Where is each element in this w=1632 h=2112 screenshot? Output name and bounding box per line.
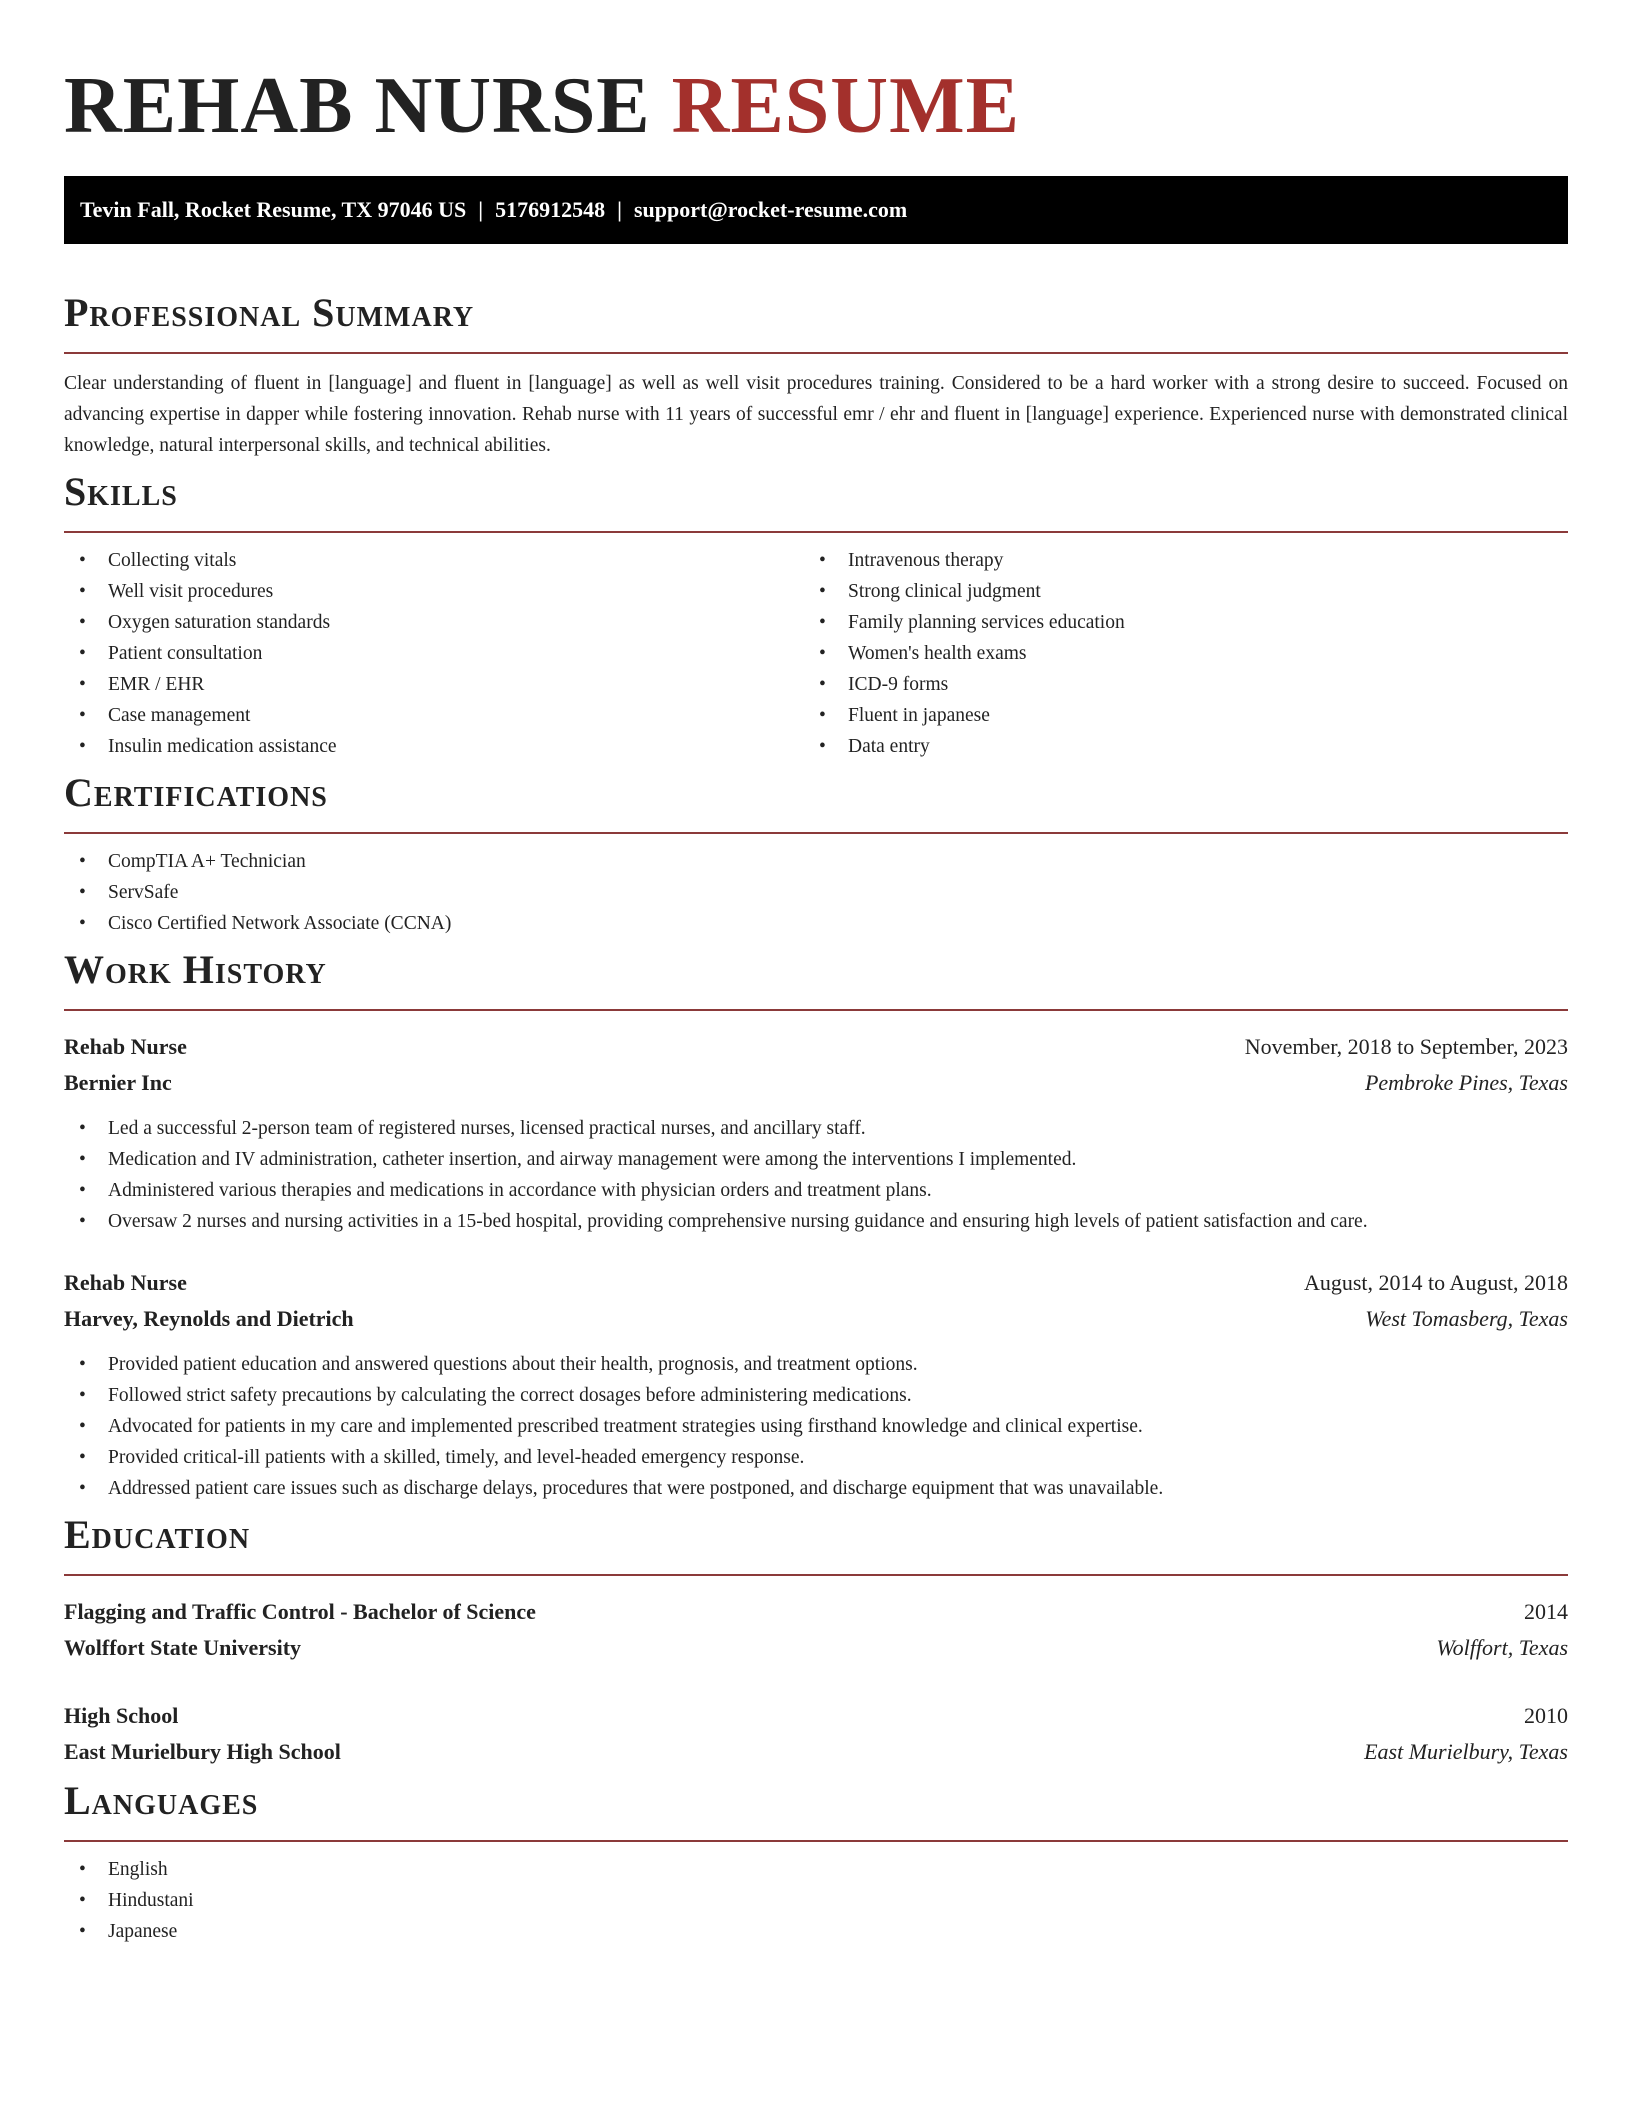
list-item-text: Well visit procedures <box>108 581 274 602</box>
skills-list-right <box>804 545 1544 762</box>
job-entry <box>64 1029 1568 1237</box>
list-item <box>64 1411 1568 1442</box>
job-company: Bernier Inc <box>64 1070 172 1095</box>
bullet-icon: • <box>79 1354 86 1375</box>
bullet-icon: • <box>819 705 826 726</box>
list-item <box>804 545 1544 576</box>
list-item <box>64 638 804 669</box>
list-item <box>804 638 1544 669</box>
bullet-icon: • <box>79 882 86 903</box>
summary-text: Clear understanding of fluent in [language] and fluent in [language] as well as well visit procedures training. Considered to be a hard worker with a strong desire to succeed. Focused on advancing expertise in dapper while fostering innovation. Rehab nurse with 11 years of successful emr / ehr and fluent in [language] experience. Experienced nurse with demonstrated clinical knowledge, natural interpersonal skills, and technical abilities. <box>64 373 1568 456</box>
list-item <box>804 669 1544 700</box>
bullet-icon: • <box>79 913 86 934</box>
education-location: East Murielbury, Texas <box>1364 1739 1568 1764</box>
list-item-text: Cisco Certified Network Associate (CCNA) <box>108 913 452 934</box>
skills-columns <box>64 533 1568 762</box>
title-part-1: REHAB NURSE <box>64 62 651 150</box>
list-item-text: Addressed patient care issues such as discharge delays, procedures that were postponed, and discharge equipment that was unavailable. <box>108 1478 1164 1499</box>
list-item-text: Advocated for patients in my care and implemented prescribed treatment strategies using firsthand knowledge and clinical expertise. <box>108 1416 1143 1437</box>
job-title: Rehab Nurse <box>64 1270 187 1295</box>
list-item <box>64 669 804 700</box>
bullet-icon: • <box>819 550 826 571</box>
bullet-icon: • <box>79 1385 86 1406</box>
bullet-icon: • <box>79 674 86 695</box>
contact-bar <box>64 176 1568 244</box>
list-item <box>64 846 1568 877</box>
languages-heading: Languages <box>64 1770 1568 1842</box>
education-entry <box>64 1594 1568 1666</box>
list-item <box>64 1916 1568 1947</box>
education-entry <box>64 1698 1568 1770</box>
list-item-text: Fluent in japanese <box>848 705 990 726</box>
title-part-2: RESUME <box>671 62 1020 150</box>
list-item <box>64 1206 1568 1237</box>
resume-title <box>64 56 1568 156</box>
list-item <box>64 877 1568 908</box>
list-item <box>64 1113 1568 1144</box>
bullet-icon: • <box>79 1118 86 1139</box>
list-item-text: Medication and IV administration, catheter insertion, and airway management were among the interventions I implemented. <box>108 1149 1077 1170</box>
list-item-text: Hindustani <box>108 1890 194 1911</box>
bullet-icon: • <box>79 643 86 664</box>
list-item-text: Provided patient education and answered questions about their health, prognosis, and treatment options. <box>108 1354 918 1375</box>
bullet-icon: • <box>79 1447 86 1468</box>
certifications-list <box>64 846 1568 939</box>
education-location: Wolffort, Texas <box>1436 1635 1568 1660</box>
contact-phone: 5176912548 <box>495 197 606 222</box>
bullet-icon: • <box>79 705 86 726</box>
education-school: Wolffort State University <box>64 1635 302 1660</box>
job-dates: November, 2018 to September, 2023 <box>1244 1034 1568 1059</box>
job-company: Harvey, Reynolds and Dietrich <box>64 1306 354 1331</box>
bullet-icon: • <box>819 581 826 602</box>
education-degree: Flagging and Traffic Control - Bachelor of Science <box>64 1599 536 1624</box>
skills-heading: Skills <box>64 461 1568 533</box>
list-item <box>64 545 804 576</box>
bullet-icon: • <box>819 643 826 664</box>
bullet-icon: • <box>79 736 86 757</box>
list-item-text: ICD-9 forms <box>848 674 949 695</box>
list-item-text: Women's health exams <box>848 643 1027 664</box>
job-bullets <box>64 1113 1568 1237</box>
list-item <box>804 576 1544 607</box>
education-degree: High School <box>64 1703 179 1728</box>
list-item <box>64 1349 1568 1380</box>
bullet-icon: • <box>819 736 826 757</box>
list-item-text: Oxygen saturation standards <box>108 612 331 633</box>
contact-address: Tevin Fall, Rocket Resume, TX 97046 US <box>80 197 467 222</box>
list-item <box>804 607 1544 638</box>
job-location: Pembroke Pines, Texas <box>1364 1070 1568 1095</box>
education-school: East Murielbury High School <box>64 1739 341 1764</box>
bullet-icon: • <box>79 1149 86 1170</box>
job-bullets <box>64 1349 1568 1504</box>
list-item <box>64 576 804 607</box>
list-item <box>64 1885 1568 1916</box>
list-item-text: Family planning services education <box>848 612 1125 633</box>
job-title: Rehab Nurse <box>64 1034 187 1059</box>
list-item <box>64 731 804 762</box>
bullet-icon: • <box>79 1180 86 1201</box>
list-item <box>64 1854 1568 1885</box>
list-item <box>804 731 1544 762</box>
list-item <box>64 700 804 731</box>
list-item-text: Oversaw 2 nurses and nursing activities in a 15-bed hospital, providing comprehensive nursing guidance and ensuring high levels of patient satisfaction and care. <box>108 1211 1368 1232</box>
list-item <box>64 607 804 638</box>
bullet-icon: • <box>79 1478 86 1499</box>
list-item-text: Provided critical-ill patients with a skilled, timely, and level-headed emergency response. <box>108 1447 805 1468</box>
bullet-icon: • <box>79 612 86 633</box>
list-item-text: Followed strict safety precautions by calculating the correct dosages before administering medications. <box>108 1385 912 1406</box>
list-item <box>64 1442 1568 1473</box>
job-entry <box>64 1265 1568 1504</box>
list-item <box>804 700 1544 731</box>
list-item-text: Case management <box>108 705 251 726</box>
list-item-text: ServSafe <box>108 882 179 903</box>
bullet-icon: • <box>79 851 86 872</box>
list-item-text: CompTIA A+ Technician <box>108 851 306 872</box>
summary-heading: Professional Summary <box>64 282 1568 354</box>
education-year: 2014 <box>1524 1599 1568 1624</box>
list-item-text: Collecting vitals <box>108 550 237 571</box>
bullet-icon: • <box>79 1890 86 1911</box>
list-item-text: Insulin medication assistance <box>108 736 337 757</box>
bullet-icon: • <box>79 1921 86 1942</box>
bullet-icon: • <box>79 1211 86 1232</box>
job-location: West Tomasberg, Texas <box>1365 1306 1568 1331</box>
list-item <box>64 1473 1568 1504</box>
list-item <box>64 1175 1568 1206</box>
list-item-text: Strong clinical judgment <box>848 581 1041 602</box>
education-year: 2010 <box>1524 1703 1568 1728</box>
list-item-text: Led a successful 2-person team of registered nurses, licensed practical nurses, and ancillary staff. <box>108 1118 866 1139</box>
skills-list-left <box>64 545 804 762</box>
certifications-heading: Certifications <box>64 762 1568 834</box>
list-item-text: Administered various therapies and medications in accordance with physician orders and treatment plans. <box>108 1180 932 1201</box>
list-item-text: EMR / EHR <box>108 674 205 695</box>
work-history-heading: Work History <box>64 939 1568 1011</box>
list-item-text: Patient consultation <box>108 643 263 664</box>
bullet-icon: • <box>819 674 826 695</box>
education-heading: Education <box>64 1504 1568 1576</box>
bullet-icon: • <box>79 581 86 602</box>
job-dates: August, 2014 to August, 2018 <box>1303 1270 1568 1295</box>
languages-list <box>64 1854 1568 1947</box>
resume-page <box>64 0 1568 1947</box>
list-item-text: Data entry <box>848 736 930 757</box>
bullet-icon: • <box>79 550 86 571</box>
list-item-text: Japanese <box>108 1921 178 1942</box>
list-item <box>64 1144 1568 1175</box>
contact-email: support@rocket-resume.com <box>633 197 908 222</box>
bullet-icon: • <box>819 612 826 633</box>
bullet-icon: • <box>79 1416 86 1437</box>
bullet-icon: • <box>79 1859 86 1880</box>
list-item-text: English <box>108 1859 168 1880</box>
list-item-text: Intravenous therapy <box>848 550 1004 571</box>
contact-separator: | <box>617 197 622 222</box>
list-item <box>64 908 1568 939</box>
list-item <box>64 1380 1568 1411</box>
contact-separator: | <box>478 197 484 222</box>
